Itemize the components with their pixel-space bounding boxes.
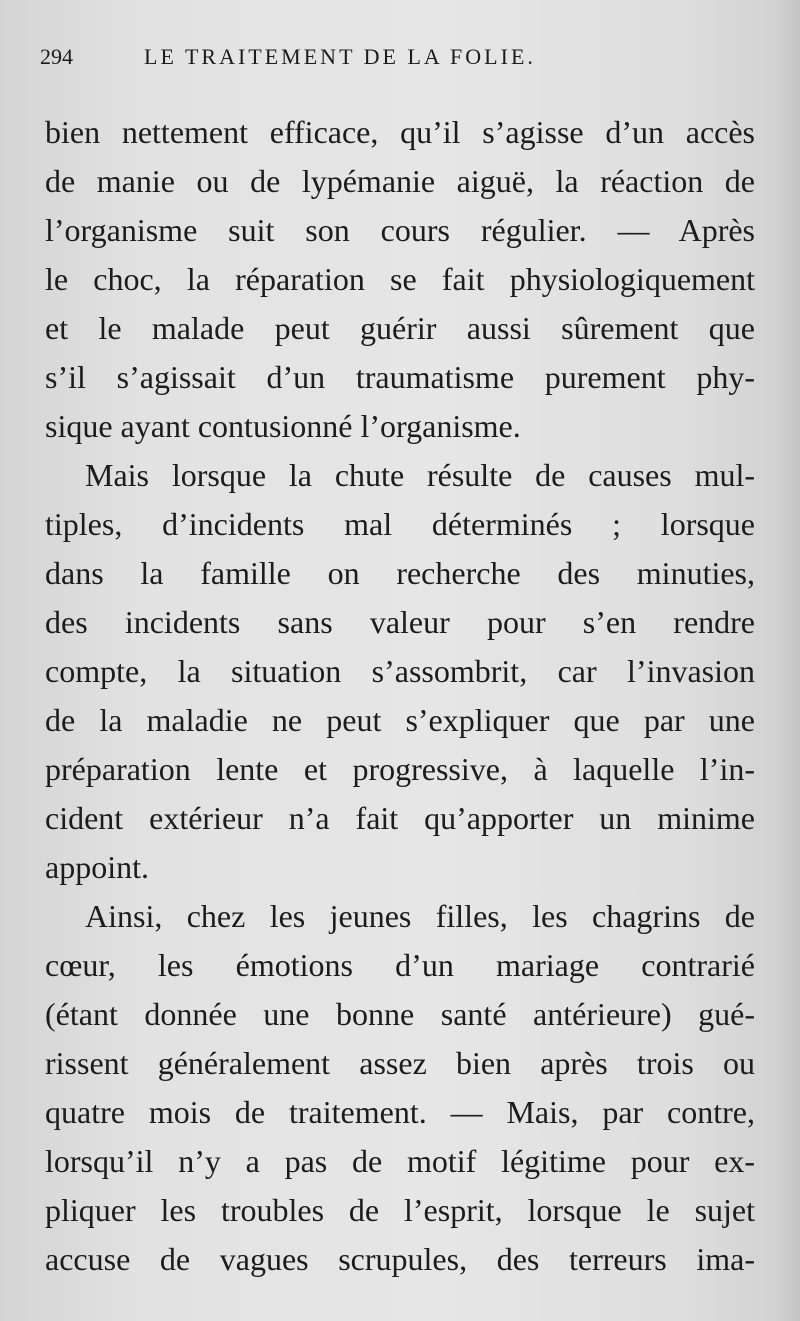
text-line: de la maladie ne peut s’expliquer que par une	[45, 702, 755, 738]
text-line: tiples, d’incidents mal déterminés ; lorsque	[45, 506, 755, 542]
text-line: cident extérieur n’a fait qu’apporter un minime	[45, 800, 755, 836]
paragraph-3	[45, 892, 755, 1284]
text-line: rissent généralement assez bien après trois ou	[45, 1045, 755, 1081]
text-line: cœur, les émotions d’un mariage contrarié	[45, 947, 755, 983]
text-line: des incidents sans valeur pour s’en rendre	[45, 604, 755, 640]
text-line: pliquer les troubles de l’esprit, lorsque le sujet	[45, 1192, 755, 1228]
text-line: Ainsi, chez les jeunes filles, les chagrins de	[85, 898, 755, 934]
text-line: préparation lente et progressive, à laquelle l’in-	[45, 751, 755, 787]
text-line: et le malade peut guérir aussi sûrement que	[45, 310, 755, 346]
text-line: Mais lorsque la chute résulte de causes mul-	[85, 457, 755, 493]
text-line: quatre mois de traitement. — Mais, par contre,	[45, 1094, 755, 1130]
paragraph-1	[45, 108, 755, 451]
text-line: accuse de vagues scrupules, des terreurs ima-	[45, 1241, 755, 1277]
page-number: 294	[40, 44, 73, 69]
text-line: lorsqu’il n’y a pas de motif légitime pour ex-	[45, 1143, 755, 1179]
text-line: (étant donnée une bonne santé antérieure) gué-	[45, 996, 755, 1032]
text-line: compte, la situation s’assombrit, car l’invasion	[45, 653, 755, 689]
text-line: l’organisme suit son cours régulier. — Après	[45, 212, 755, 248]
text-line: de manie ou de lypémanie aiguë, la réaction de	[45, 163, 755, 199]
text-line: le choc, la réparation se fait physiologiquement	[45, 261, 755, 297]
body-text	[45, 108, 755, 1284]
page-header	[40, 44, 740, 74]
text-line: dans la famille on recherche des minuties,	[45, 555, 755, 591]
text-line: s’il s’agissait d’un traumatisme purement phy-	[45, 359, 755, 395]
running-title: LE TRAITEMENT DE LA FOLIE.	[144, 44, 536, 69]
paragraph-2	[45, 451, 755, 892]
text-line: sique ayant contusionné l’organisme.	[45, 408, 521, 444]
text-line: appoint.	[45, 849, 149, 885]
text-line: bien nettement efficace, qu’il s’agisse d’un accès	[45, 114, 755, 150]
